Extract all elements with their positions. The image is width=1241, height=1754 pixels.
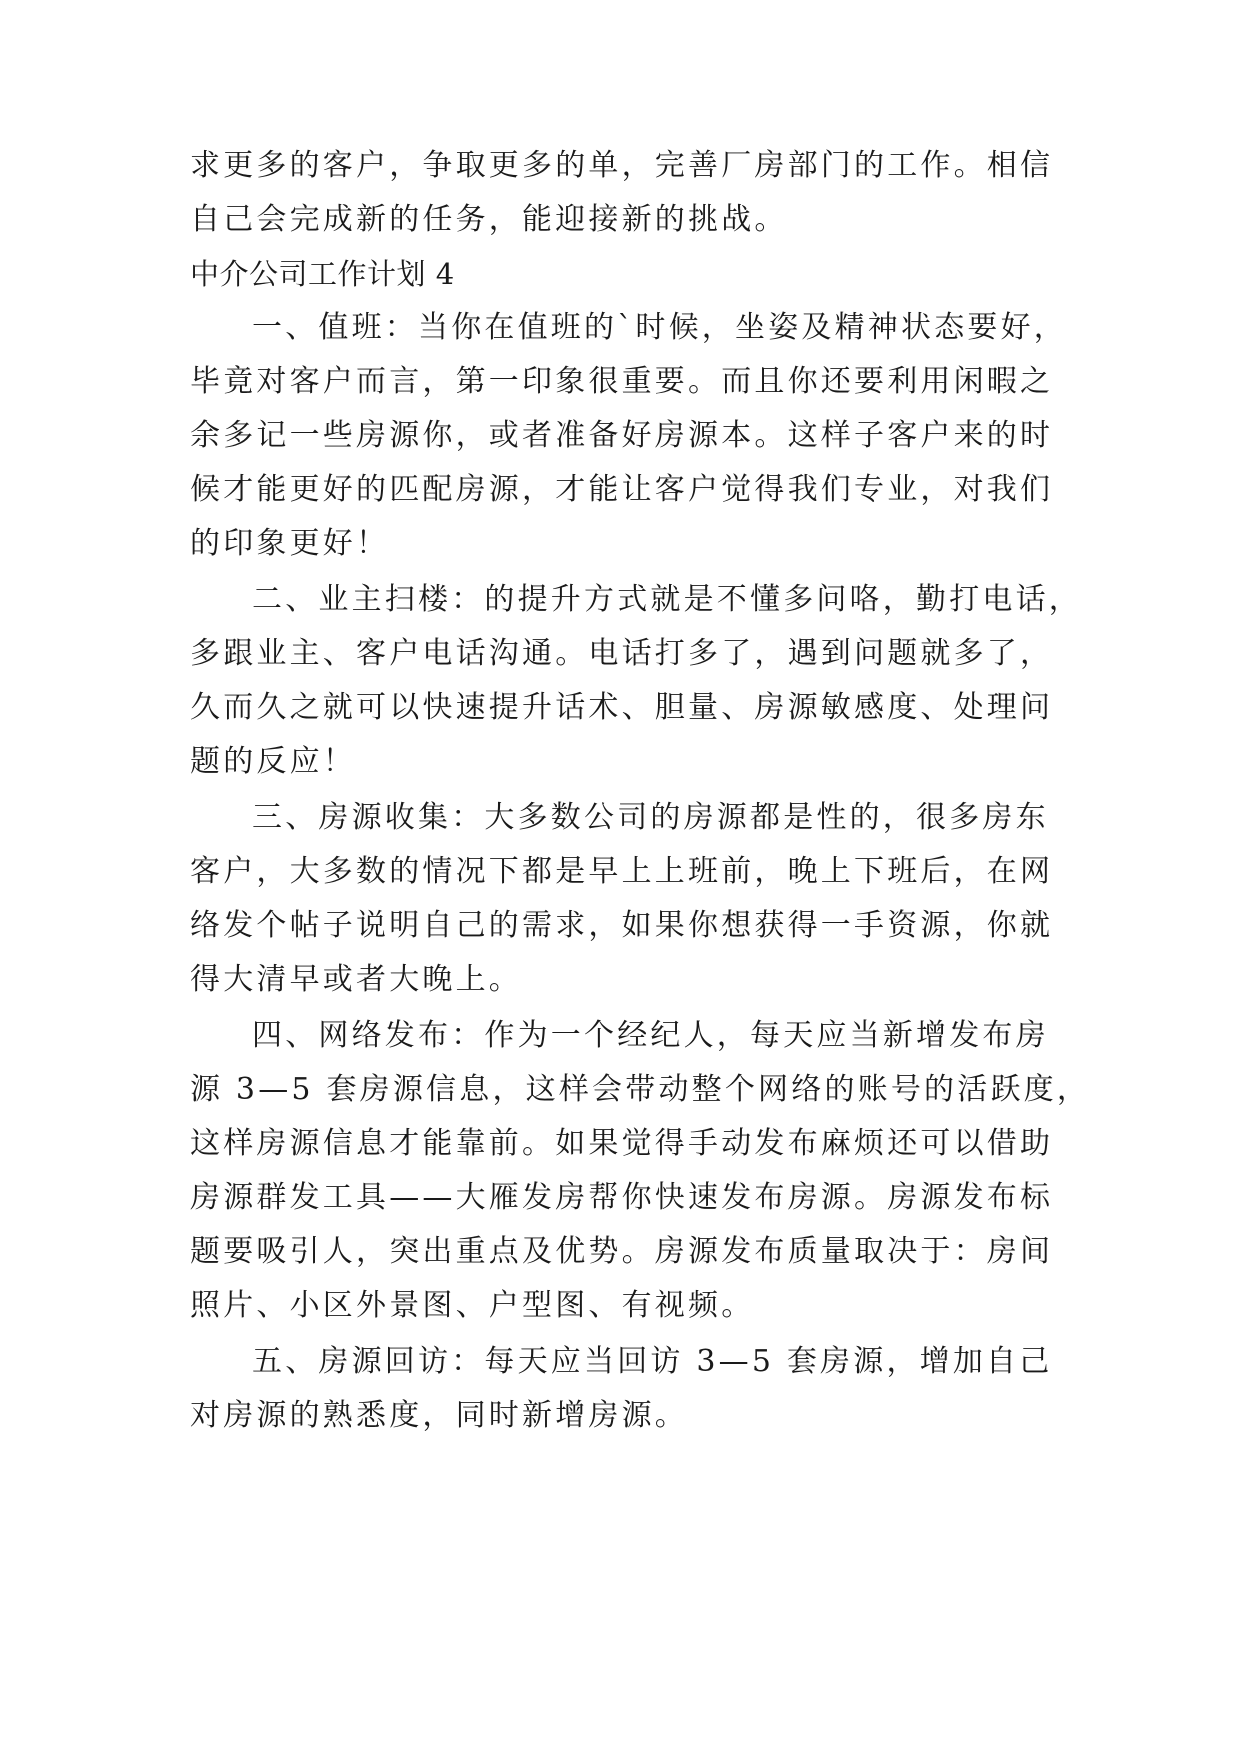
paragraph-first-line: 四、网络发布：作为一个经纪人，每天应当新增发布房 xyxy=(252,1018,1049,1053)
text-line: 得大清早或者大晚上。 xyxy=(190,962,522,997)
text-line: 题要吸引人，突出重点及优势。房源发布质量取决于：房间 xyxy=(190,1234,1054,1269)
text-line: 余多记一些房源你，或者准备好房源本。这样子客户来的时 xyxy=(190,418,1054,453)
text-line: 题的反应！ xyxy=(190,744,356,779)
text-line: 房源群发工具——大雁发房帮你快速发布房源。房源发布标 xyxy=(190,1180,1054,1215)
text-line: 照片、小区外景图、户型图、有视频。 xyxy=(190,1288,755,1323)
paragraph-first-line: 二、业主扫楼：的提升方式就是不懂多问咯，勤打电话， xyxy=(252,582,1082,617)
text-line: 候才能更好的匹配房源，才能让客户觉得我们专业，对我们 xyxy=(190,472,1054,507)
paragraph-first-line: 五、房源回访：每天应当回访 3—5 套房源，增加自己 xyxy=(252,1344,1053,1379)
text-line: 求更多的客户，争取更多的单，完善厂房部门的工作。相信 xyxy=(190,148,1054,183)
text-line: 络发个帖子说明自己的需求，如果你想获得一手资源，你就 xyxy=(190,908,1054,943)
text-line: 多跟业主、客户电话沟通。电话打多了，遇到问题就多了， xyxy=(190,636,1054,671)
text-line: 久而久之就可以快速提升话术、胆量、房源敏感度、处理问 xyxy=(190,690,1054,725)
text-line: 客户，大多数的情况下都是早上上班前，晚上下班后，在网 xyxy=(190,854,1054,889)
text-line: 对房源的熟悉度，同时新增房源。 xyxy=(190,1398,688,1433)
text-line: 这样房源信息才能靠前。如果觉得手动发布麻烦还可以借助 xyxy=(190,1126,1054,1161)
paragraph-first-line: 一、值班：当你在值班的`时候，坐姿及精神状态要好， xyxy=(252,310,1067,345)
text-line: 的印象更好！ xyxy=(190,526,390,561)
paragraph-first-line: 三、房源收集：大多数公司的房源都是性的，很多房东 xyxy=(252,800,1049,835)
section-heading: 中介公司工作计划 4 xyxy=(190,257,455,291)
text-line: 自己会完成新的任务，能迎接新的挑战。 xyxy=(190,202,788,237)
text-line: 源 3—5 套房源信息，这样会带动整个网络的账号的活跃度， xyxy=(190,1072,1091,1107)
text-line: 毕竟对客户而言，第一印象很重要。而且你还要利用闲暇之 xyxy=(190,364,1054,399)
